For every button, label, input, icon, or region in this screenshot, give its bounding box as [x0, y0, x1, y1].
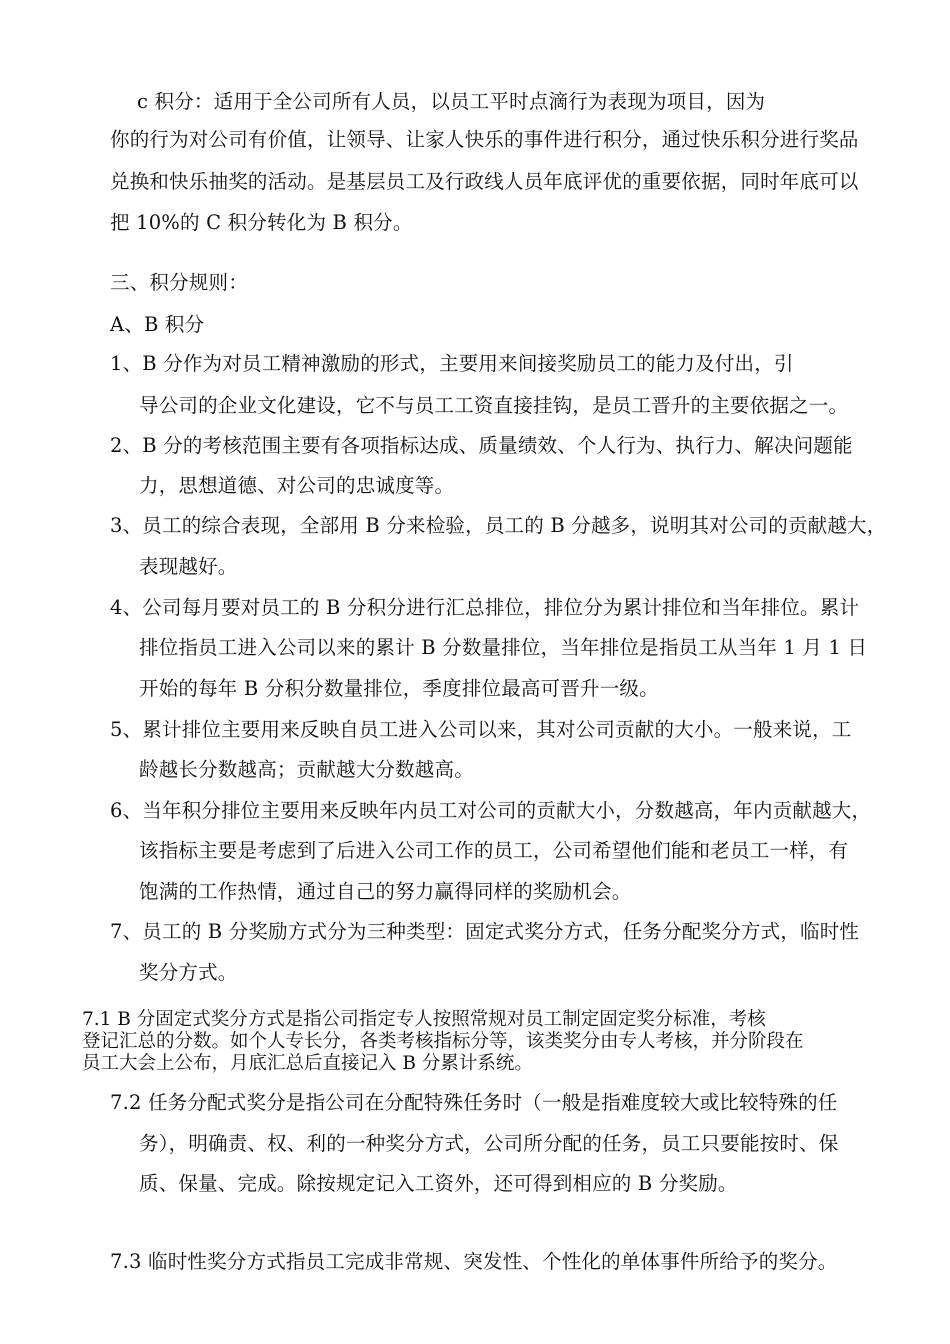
- rule-6-line-1: 6、当年积分排位主要用来反映年内员工对公司的贡献大小，分数越高，年内贡献越大，: [110, 799, 872, 822]
- sub-7-1-line-3: 员工大会上公布，月底汇总后直接记入 B 分累计系统。: [82, 1053, 533, 1074]
- rule-5-line-2: 龄越长分数越高；贡献越大分数越高。: [139, 758, 474, 781]
- intro-line-1: c 积分：适用于全公司所有人员，以员工平时点滴行为表现为项目，因为: [137, 90, 766, 113]
- rule-1-line-1: 1、B 分作为对员工精神激励的形式，主要用来间接奖励员工的能力及付出，引: [110, 352, 794, 375]
- rule-2-line-2: 力，思想道德、对公司的忠诚度等。: [139, 474, 455, 497]
- sub-7-2-line-2: 务），明确责、权、利的一种奖分方式，公司所分配的任务，员工只要能按时、保: [139, 1132, 839, 1155]
- sub-7-3-line-1: 7.3 临时性奖分方式指员工完成非常规、突发性、个性化的单体事件所给予的奖分。: [110, 1250, 838, 1273]
- rule-2-line-1: 2、B 分的考核范围主要有各项指标达成、质量绩效、个人行为、执行力、解决问题能: [110, 434, 853, 457]
- subsection-title: A、B 积分: [110, 313, 205, 336]
- intro-line-2: 你的行为对公司有价值，让领导、让家人快乐的事件进行积分，通过快乐积分进行奖品: [110, 128, 859, 151]
- sub-7-2-line-1: 7.2 任务分配式奖分是指公司在分配特殊任务时（一般是指难度较大或比较特殊的任: [110, 1091, 838, 1114]
- rule-3-line-2: 表现越好。: [139, 555, 238, 578]
- rule-6-line-3: 饱满的工作热情，通过自己的努力赢得同样的奖励机会。: [139, 880, 632, 903]
- intro-line-4: 把 10%的 C 积分转化为 B 积分。: [110, 211, 413, 234]
- rule-4-line-3: 开始的每年 B 分积分数量排位，季度排位最高可晋升一级。: [139, 677, 659, 700]
- intro-line-3: 兑换和快乐抽奖的活动。是基层员工及行政线人员年底评优的重要依据，同时年底可以: [110, 170, 859, 193]
- sub-7-1-line-1: 7.1 B 分固定式奖分方式是指公司指定专人按照常规对员工制定固定奖分标准，考核: [82, 1009, 766, 1030]
- rule-3-line-1: 3、员工的综合表现，全部用 B 分来检验，员工的 B 分越多，说明其对公司的贡献越大，: [110, 514, 887, 537]
- sub-7-2-line-3: 质、保量、完成。除按规定记入工资外，还可得到相应的 B 分奖励。: [139, 1172, 738, 1195]
- rule-1-line-2: 导公司的企业文化建设，它不与员工工资直接挂钩，是员工晋升的主要依据之一。: [139, 394, 849, 417]
- rule-4-line-1: 4、公司每月要对员工的 B 分积分进行汇总排位，排位分为累计排位和当年排位。累计: [110, 596, 860, 619]
- rule-4-line-2: 排位指员工进入公司以来的累计 B 分数量排位，当年排位是指员工从当年 1 月 1 日: [139, 636, 868, 659]
- rule-6-line-2: 该指标主要是考虑到了后进入公司工作的员工，公司希望他们能和老员工一样，有: [139, 839, 849, 862]
- section-title: 三、积分规则：: [110, 271, 248, 294]
- rule-5-line-1: 5、累计排位主要用来反映自员工进入公司以来，其对公司贡献的大小。一般来说，工: [110, 718, 852, 741]
- sub-7-1-line-2: 登记汇总的分数。如个人专长分，各类考核指标分等，该类奖分由专人考核，并分阶段在: [82, 1031, 804, 1052]
- rule-7-line-2: 奖分方式。: [139, 961, 238, 984]
- rule-7-line-1: 7、员工的 B 分奖励方式分为三种类型：固定式奖分方式，任务分配奖分方式，临时性: [110, 920, 860, 943]
